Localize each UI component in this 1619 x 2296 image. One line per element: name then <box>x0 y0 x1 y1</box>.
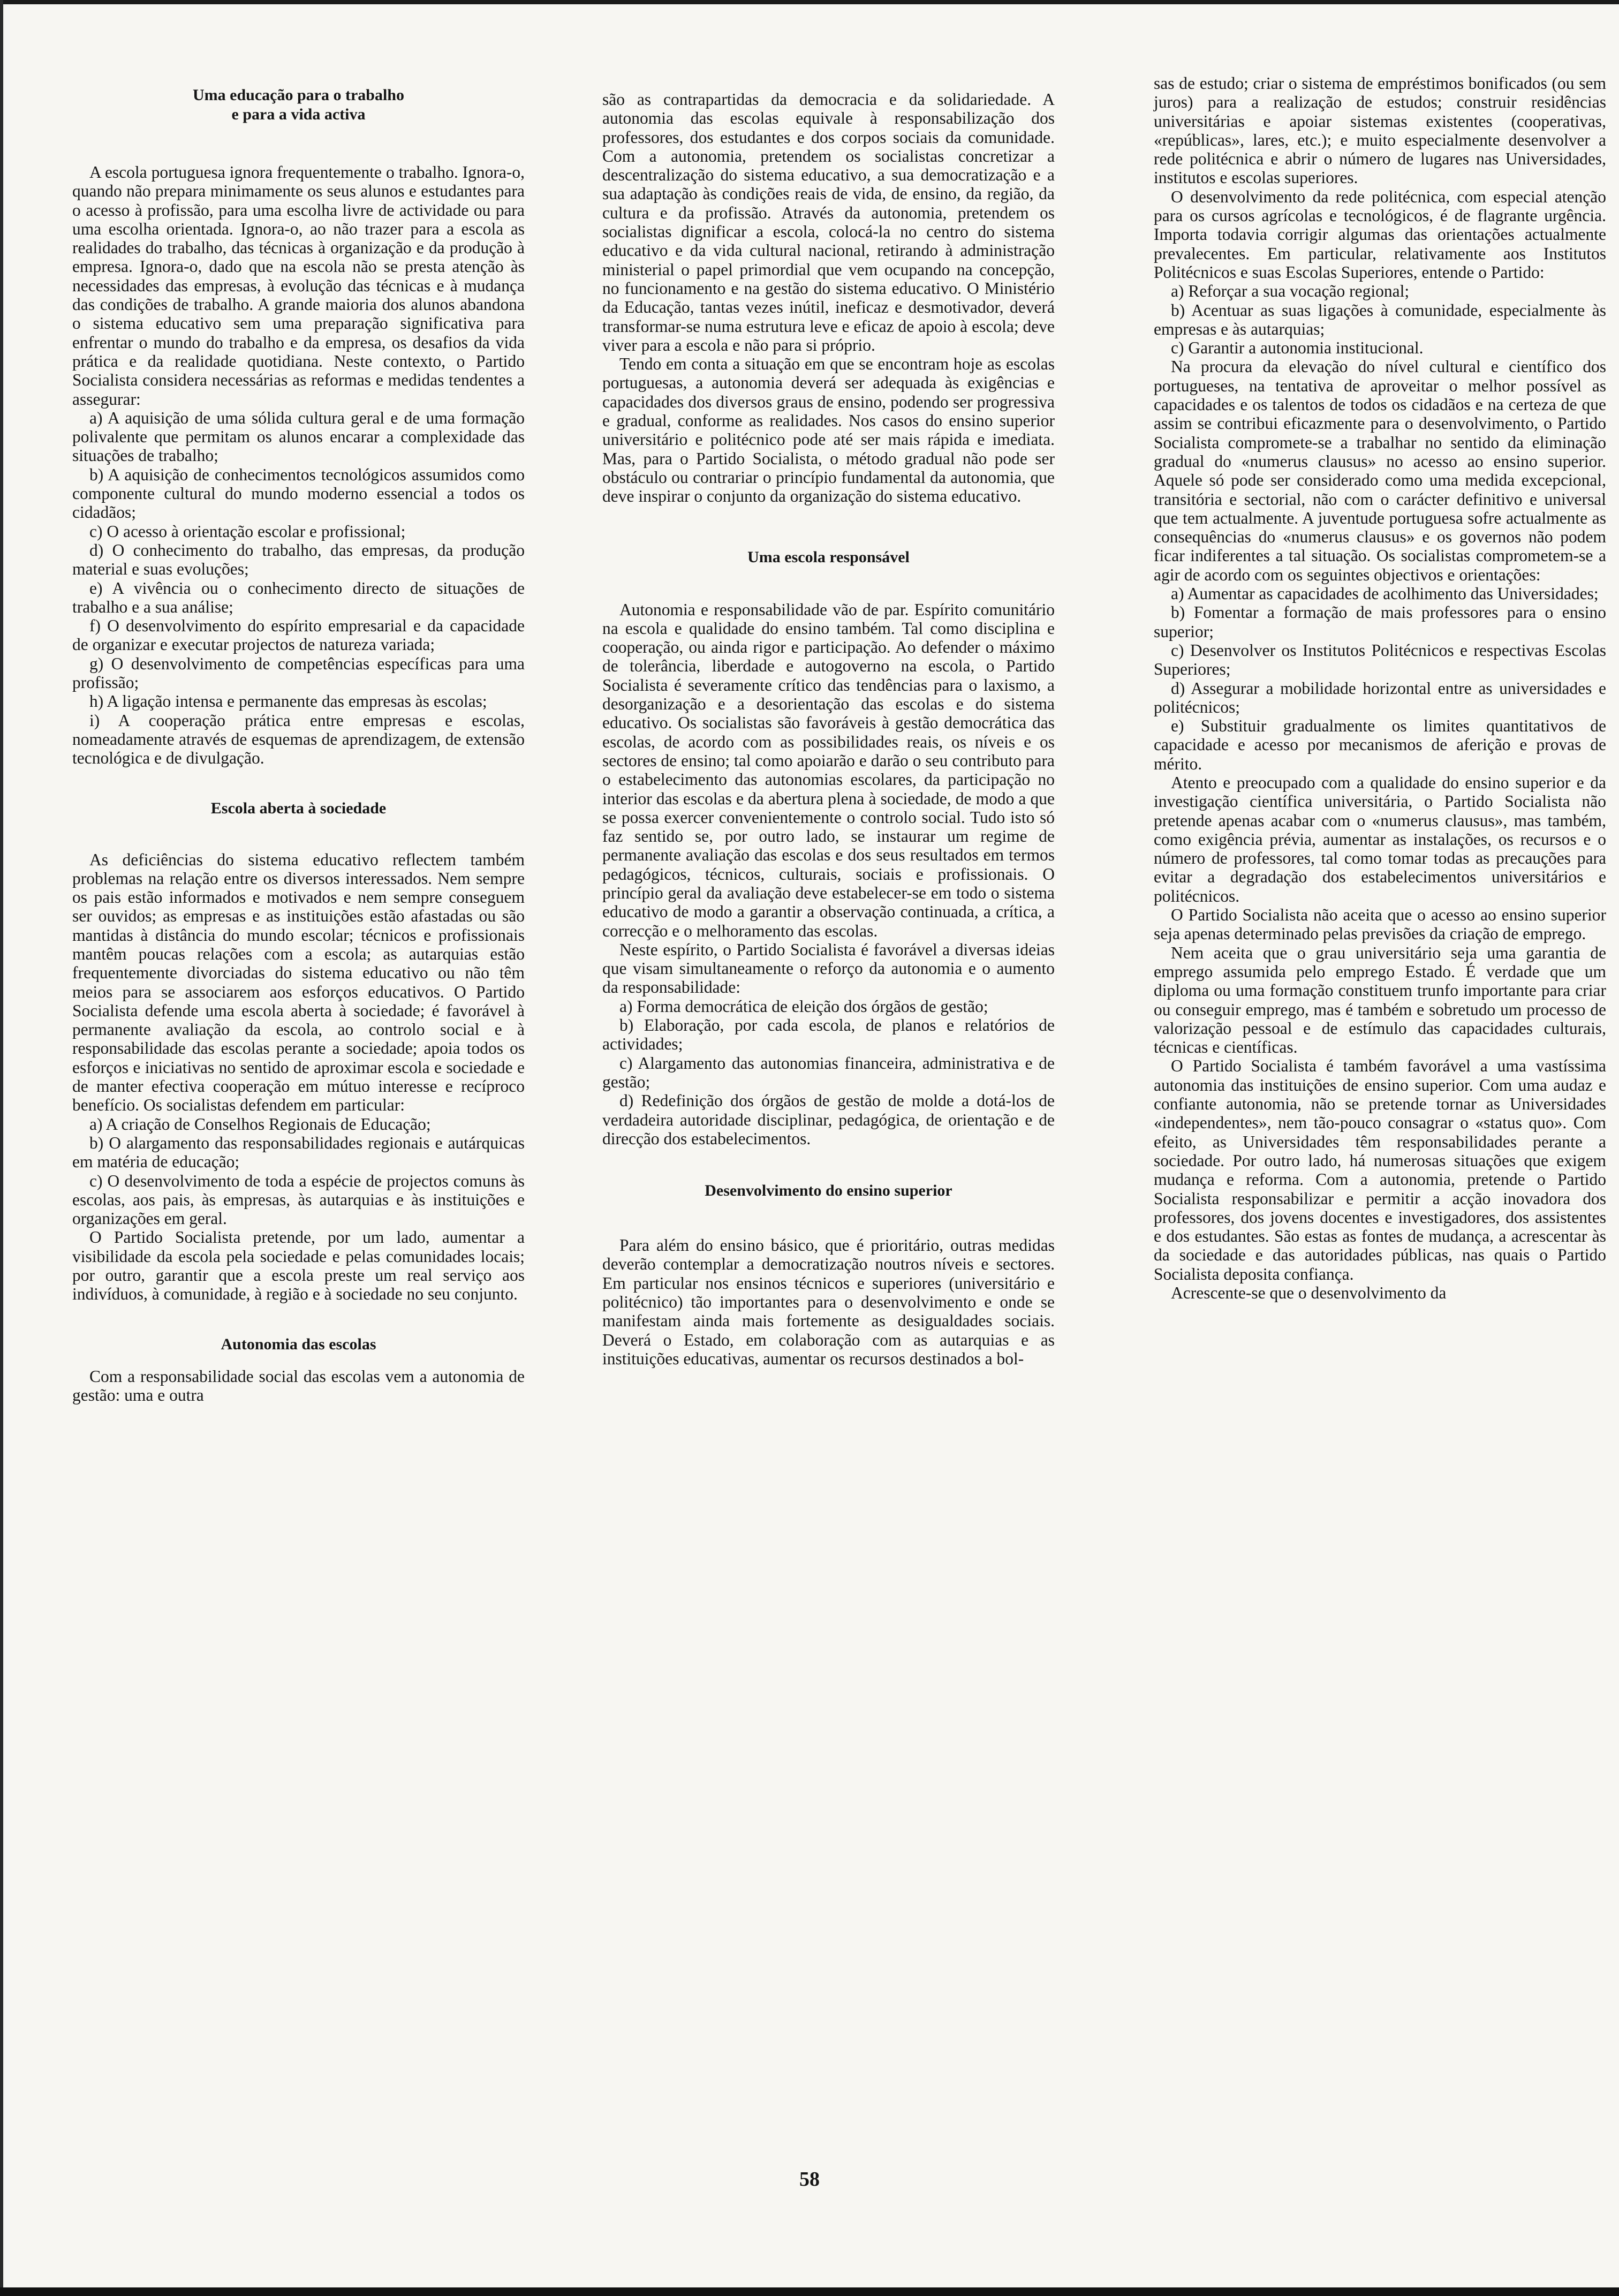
paragraph: Com a responsabilidade social das escolas vem a autonomia de gestão: uma e outra <box>72 1366 525 1404</box>
list-item: b) Acentuar as suas ligações à comunidade, especialmente às empresas e às autarquias; <box>1154 300 1606 338</box>
paragraph: Acrescente-se que o desenvolvimento da <box>1171 1283 1447 1302</box>
list-item: a) Reforçar a sua vocação regional; <box>1171 282 1410 301</box>
column-2 <box>602 90 1055 1368</box>
list-item: h) A ligação intensa e permanente das empresas às escolas; <box>89 692 487 711</box>
list-item: b) A aquisição de conhecimentos tecnológicos assumidos como componente cultural do mundo moderno essencial a todos os cidadãos; <box>72 465 525 522</box>
list-item: e) Substituir gradualmente os limites quantitativos de capacidade e acesso por mecanismos de aferição e provas de mérito. <box>1154 716 1606 773</box>
column-1 <box>72 86 525 1404</box>
paragraph: Atento e preocupado com a qualidade do ensino superior e da investigação científica universitária, o Partido Socialista não pretende apenas acabar com o «numerus clausus», mas também, como exigência prévia, aumentar as instalações, os recursos e o número de professores, tal como tomar todas as precauções para evitar a degradação dos estabelecimentos universitários e politécnicos. <box>1154 773 1606 905</box>
section-title-higher-education: Desenvolvimento do ensino superior <box>705 1182 952 1200</box>
paragraph: são as contrapartidas da democracia e da solidariedade. A autonomia das escolas equivale à responsabilização dos professores, dos estudantes e dos corpos sociais da comunidade. Com a autonomia, pretendem os socialistas concretizar a descentralização do sistema educativo, a sua democratização e a sua adaptação às condições reais de vida, de ensino, da região, da cultura e da profissão. Através da autonomia, pretendem os socialistas dignificar a escola, colocá-la no centro do sistema educativo e da vida cultural nacional, retirando à administração ministerial o papel primordial que vem ocupando na concepção, no funcionamento e na gestão do sistema educativo. O Ministério da Educação, tantas vezes inútil, ineficaz e desmotivador, deverá transformar-se numa estrutura leve e eficaz de apoio à escola; deve viver para a escola e não para si próprio. <box>602 90 1055 354</box>
list-item: a) A criação de Conselhos Regionais de Educação; <box>89 1114 431 1134</box>
paragraph: O Partido Socialista não aceita que o acesso ao ensino superior seja apenas determinado pelas previsões da criação de emprego. <box>1154 905 1606 943</box>
section-title-responsible-school: Uma escola responsável <box>747 548 910 566</box>
top-border <box>0 0 1619 4</box>
paragraph: Neste espírito, o Partido Socialista é favorável a diversas ideias que visam simultaneamente o reforço da autonomia e o aumento da responsabilidade: <box>602 940 1055 997</box>
list-item: d) O conhecimento do trabalho, das empresas, da produção material e suas evoluções; <box>72 540 525 579</box>
list-item: d) Assegurar a mobilidade horizontal entre as universidades e politécnicos; <box>1154 678 1606 716</box>
left-border <box>0 0 3 2296</box>
list-item: c) Desenvolver os Institutos Politécnicos e respectivas Escolas Superiores; <box>1154 640 1606 679</box>
paragraph: O desenvolvimento da rede politécnica, com especial atenção para os cursos agrícolas e tecnológicos, é de flagrante urgência. Importa todavia corrigir algumas das orientações actualmente prevalecentes. Em particular, relativamente aos Institutos Politécnicos e suas Escolas Superiores, entende o Partido: <box>1154 187 1606 282</box>
list-item: a) A aquisição de uma sólida cultura geral e de uma formação polivalente que permitam os alunos encarar a complexidade das situações de trabalho; <box>72 408 525 465</box>
section-title-open-school: Escola aberta à sociedade <box>210 799 387 817</box>
bottom-border <box>0 2287 1619 2296</box>
section-title-line-2: e para a vida activa <box>231 105 366 123</box>
section-title-line-1: Uma educação para o trabalho <box>193 86 404 104</box>
list-item: a) Aumentar as capacidades de acolhimento das Universidades; <box>1171 584 1599 603</box>
list-item: c) O desenvolvimento de toda a espécie de projectos comuns às escolas, aos pais, às empresas, às autarquias e às instituições e organizações em geral. <box>72 1171 525 1228</box>
paragraph: Para além do ensino básico, que é prioritário, outras medidas deverão contemplar a democratização noutros níveis e sectores. Em particular nos ensinos técnicos e superiores (universitário e politécnico) tão importantes para o desenvolvimento e onde se manifestam ainda mais fortemente as desigualdades sociais. Deverá o Estado, em colaboração com as autarquias e as instituições educativas, aumentar os recursos destinados a bol- <box>602 1236 1055 1368</box>
paragraph: Tendo em conta a situação em que se encontram hoje as escolas portuguesas, a autonomia deverá ser adequada às exigências e capacidades dos diversos graus de ensino, podendo ser progressiva e gradual, conforme as realidades. Nos casos do ensino superior universitário e politécnico pode até ser mais rápida e imediata. Mas, para o Partido Socialista, o método gradual não pode ser obstáculo ou contrariar o princípio fundamental da autonomia, que deve inspirar o conjunto da organização do sistema educativo. <box>602 354 1055 506</box>
list-item: d) Redefinição dos órgãos de gestão de molde a dotá-los de verdadeira autoridade disciplinar, pedagógica, de orientação e de direcção dos estabelecimentos. <box>602 1091 1055 1148</box>
paragraph: Autonomia e responsabilidade vão de par. Espírito comunitário na escola e qualidade do ensino também. Tal como disciplina e cooperação, ou ainda rigor e participação. Ao defender o máximo de tolerância, liberdade e autogoverno na escola, o Partido Socialista é severamente crítico das tendências para o laxismo, a desorganização e a desorientação das escolas e do sistema educativo. Os socialistas são favoráveis à gestão democrática das escolas, de acordo com as possibilidades reais, os níveis e os sectores de ensino; tal como apoiarão e darão o seu contributo para o estabelecimento das autonomias escolares, da participação no interior das escolas e da abertura plena à sociedade, de modo a que se possa exercer convenientemente o controlo social. Tudo isto só faz sentido se, por outro lado, se instaurar um regime de permanente avaliação das escolas e dos seus resultados em termos pedagógicos, técnicos, culturais, sociais e profissionais. O princípio geral da avaliação deve estabelecer-se em todo o sistema educativo de modo a garantir a observação continuada, a crítica, a correcção e o melhoramento das escolas. <box>602 600 1055 940</box>
list-item: b) Elaboração, por cada escola, de planos e relatórios de actividades; <box>602 1016 1055 1054</box>
list-item: c) O acesso à orientação escolar e profissional; <box>89 522 406 541</box>
paragraph: Na procura da elevação do nível cultural e científico dos portugueses, na tentativa de aproveitar o melhor possível as capacidades e os talentos de todos os cidadãos e na certeza de que assim se contribui eficazmente para o desenvolvimento, o Partido Socialista compromete-se a trabalhar no sentido da eliminação gradual do «numerus clausus» no acesso ao ensino superior. Aquele só pode ser considerado como uma medida excepcional, transitória e sectorial, não com o carácter definitivo e universal que tem actualmente. A juventude portuguesa sofre actualmente as consequências do «numerus clausus» e os governos não podem ficar indiferentes a tal situação. Os socialistas comprometem-se a agir de acordo com os seguintes objectivos e orientações: <box>1154 357 1606 584</box>
list-item: b) Fomentar a formação de mais professores para o ensino superior; <box>1154 603 1606 641</box>
section-title-education-work <box>72 86 525 124</box>
paragraph: sas de estudo; criar o sistema de empréstimos bonificados (ou sem juros) para a realização de estudos; construir residências universitárias e apoiar sistemas existentes (cooperativas, «repúblicas», lares, etc.); e muito especialmente desenvolver a rede politécnica e abrir o número de lugares nas Universidades, institutos e escolas superiores. <box>1154 74 1606 187</box>
list-item: f) O desenvolvimento do espírito empresarial e da capacidade de organizar e executar projectos de natureza variada; <box>72 616 525 654</box>
paragraph: Nem aceita que o grau universitário seja uma garantia de emprego assumida pelo emprego Estado. É verdade que um diploma ou uma formação constituem trunfo importante para criar ou conseguir emprego, mas é também e sobretudo um processo de valorização pessoal e de estímulo das capacidades culturais, técnicas e científicas. <box>1154 943 1606 1057</box>
column-3 <box>1154 74 1606 1302</box>
list-item: c) Alargamento das autonomias financeira, administrativa e de gestão; <box>602 1053 1055 1091</box>
paragraph: A escola portuguesa ignora frequentemente o trabalho. Ignora-o, quando não prepara minimamente os seus alunos e estudantes para o acesso à profissão, para uma escolha livre de actividade ou para uma escolha orientada. Ignora-o, ao não trazer para a escola as realidades do trabalho, das técnicas à organização e da produção à empresa. Ignora-o, dado que na escola não se presta atenção às necessidades das empresas, à evolução das técnicas e à mudança das condições de trabalho. A grande maioria dos alunos abandona o sistema educativo sem uma preparação significativa para enfrentar o mundo do trabalho e da empresa, os desafios da vida prática e da realidade quotidiana. Neste contexto, o Partido Socialista considera necessárias as reformas e medidas tendentes a assegurar: <box>72 163 525 409</box>
list-item: c) Garantir a autonomia institucional. <box>1171 338 1424 358</box>
section-title-school-autonomy: Autonomia das escolas <box>221 1335 376 1353</box>
paragraph: As deficiências do sistema educativo reflectem também problemas na relação entre os diversos interessados. Nem sempre os pais estão informados e motivados e nem sempre conseguem ser ouvidos; as empresas e as instituições estão afastadas ou são mantidas à distância do mundo escolar; técnicos e profissionais mantêm poucas relações com a escola; as autarquias estão frequentemente divorciadas do sistema educativo ou não têm meios para se associarem aos esforços educativos. O Partido Socialista defende uma escola aberta à sociedade; é favorável à permanente avaliação da escola, ao controlo social e à responsabilidade das escolas perante a sociedade; apoia todos os esforços e iniciativas no sentido de aproximar escola e sociedade e de manter efectiva cooperação em mútuo interesse e recíproco benefício. Os socialistas defendem em particular: <box>72 850 525 1115</box>
page-number: 58 <box>799 2168 820 2191</box>
list-item: e) A vivência ou o conhecimento directo de situações de trabalho e a sua análise; <box>72 578 525 616</box>
paragraph: O Partido Socialista pretende, por um lado, aumentar a visibilidade da escola pela sociedade e pelas comunidades locais; por outro, garantir que a escola preste um real serviço aos indivíduos, à comunidade, à região e à sociedade no seu conjunto. <box>72 1228 525 1304</box>
list-item: b) O alargamento das responsabilidades regionais e autárquicas em matéria de educação; <box>72 1133 525 1172</box>
paragraph: O Partido Socialista é também favorável a uma vastíssima autonomia das instituições de ensino superior. Com uma audaz e confiante autonomia, não se pretende tornar as Universidades «independentes», nem tão-pouco consagrar o «status quo». Com efeito, as Universidades têm responsabilidades perante a sociedade. Por outro lado, há numerosas situações que exigem mudança e reforma. Com a autonomia, pretende o Partido Socialista responsabilizar e permitir a acção inovadora dos professores, dos jovens docentes e investigadores, dos assistentes e dos estudantes. São estas as fontes de mudança, a acrescentar às da sociedade e das autoridades públicas, nas quais o Partido Socialista deposita confiança. <box>1154 1056 1606 1283</box>
list-item: g) O desenvolvimento de competências específicas para uma profissão; <box>72 654 525 692</box>
list-item: a) Forma democrática de eleição dos órgãos de gestão; <box>619 996 988 1016</box>
list-item: i) A cooperação prática entre empresas e escolas, nomeadamente através de esquemas de aprendizagem, de extensão tecnológica e de divulgação. <box>72 711 525 768</box>
